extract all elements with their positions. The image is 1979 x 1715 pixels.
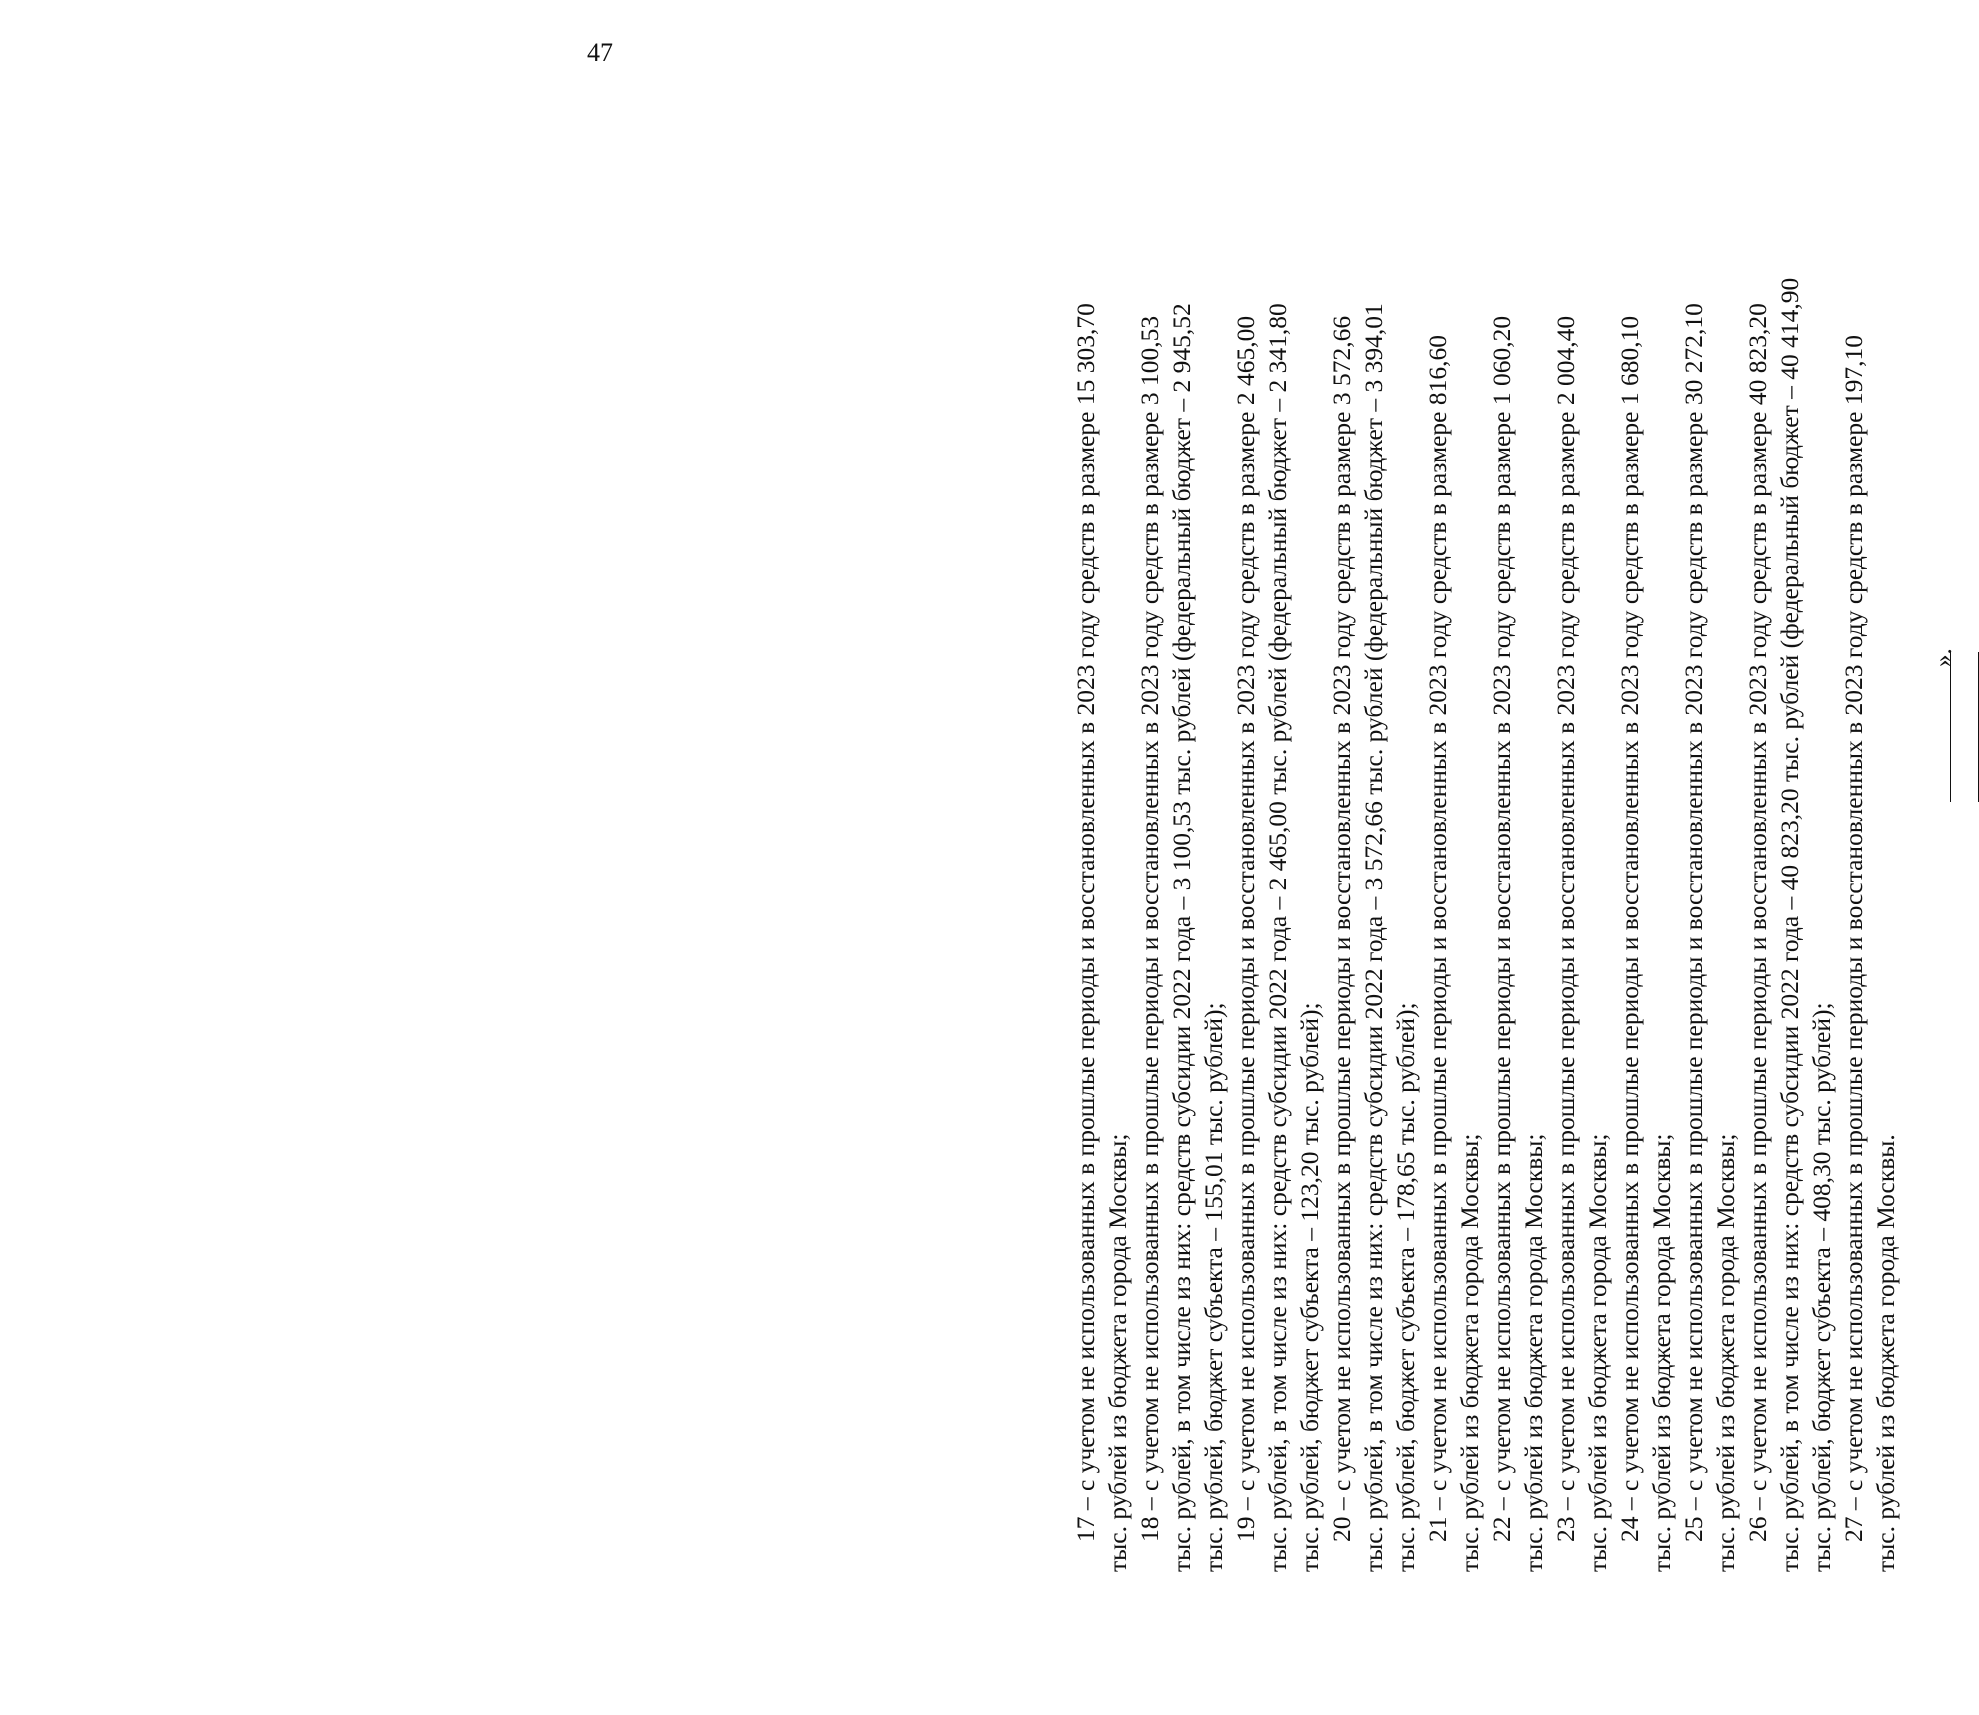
text-line: тыс. рублей из бюджета города Москвы; <box>1711 1133 1740 1572</box>
text-line: 27 – с учетом не использованных в прошлые периоды и восстановленных в 2023 году средств в размере 197,10 <box>1839 335 1868 1542</box>
text-line: 26 – с учетом не использованных в прошлые периоды и восстановленных в 2023 году средств в размере 40 823,20 <box>1743 303 1772 1542</box>
text-line: 23 – с учетом не использованных в прошлые периоды и восстановленных в 2023 году средств в размере 2 004,40 <box>1551 315 1580 1542</box>
text-line: тыс. рублей из бюджета города Москвы; <box>1103 1133 1132 1572</box>
text-line: тыс. рублей, бюджет субъекта – 123,20 тыс. рублей); <box>1295 1002 1324 1572</box>
text-line: тыс. рублей, в том числе из них: средств субсидии 2022 года – 3 572,66 тыс. рублей (федеральный бюджет – 3 394,01 <box>1359 303 1388 1572</box>
closing-quote: ». <box>1930 648 1957 667</box>
text-line: тыс. рублей из бюджета города Москвы. <box>1871 1134 1900 1572</box>
text-line: 24 – с учетом не использованных в прошлые периоды и восстановленных в 2023 году средств в размере 1 680,10 <box>1615 315 1644 1542</box>
text-line: тыс. рублей из бюджета города Москвы; <box>1583 1133 1612 1572</box>
text-line: тыс. рублей, бюджет субъекта – 178,65 тыс. рублей); <box>1391 1002 1420 1572</box>
text-line: тыс. рублей из бюджета города Москвы; <box>1647 1133 1676 1572</box>
text-line: 19 – с учетом не использованных в прошлые периоды и восстановленных в 2023 году средств в размере 2 465,00 <box>1231 315 1260 1542</box>
text-line: тыс. рублей, в том числе из них: средств субсидии 2022 года – 2 465,00 тыс. рублей (федеральный бюджет – 2 341,80 <box>1263 303 1292 1572</box>
page-number: 47 <box>587 38 613 67</box>
text-line: тыс. рублей, бюджет субъекта – 155,01 тыс. рублей); <box>1199 1002 1228 1572</box>
text-line: тыс. рублей, бюджет субъекта – 408,30 тыс. рублей); <box>1807 1002 1836 1572</box>
text-line: тыс. рублей из бюджета города Москвы; <box>1519 1133 1548 1572</box>
text-line: 20 – с учетом не использованных в прошлые периоды и восстановленных в 2023 году средств в размере 3 572,66 <box>1327 315 1356 1542</box>
text-line: тыс. рублей, в том числе из них: средств субсидии 2022 года – 3 100,53 тыс. рублей (федеральный бюджет – 2 945,52 <box>1167 303 1196 1572</box>
separator-line <box>1950 652 1951 802</box>
text-line: 17 – с учетом не использованных в прошлые периоды и восстановленных в 2023 году средств в размере 15 303,70 <box>1071 303 1100 1542</box>
text-line: тыс. рублей из бюджета города Москвы; <box>1455 1133 1484 1572</box>
text-line: 22 – с учетом не использованных в прошлые периоды и восстановленных в 2023 году средств в размере 1 060,20 <box>1487 315 1516 1542</box>
text-line: 25 – с учетом не использованных в прошлые периоды и восстановленных в 2023 году средств в размере 30 272,10 <box>1679 303 1708 1542</box>
text-line: тыс. рублей, в том числе из них: средств субсидии 2022 года – 40 823,20 тыс. рублей (федеральный бюджет – 40 414,90 <box>1775 277 1804 1572</box>
text-line: 21 – с учетом не использованных в прошлые периоды и восстановленных в 2023 году средств в размере 816,60 <box>1423 335 1452 1542</box>
text-line: 18 – с учетом не использованных в прошлые периоды и восстановленных в 2023 году средств в размере 3 100,53 <box>1135 315 1164 1542</box>
